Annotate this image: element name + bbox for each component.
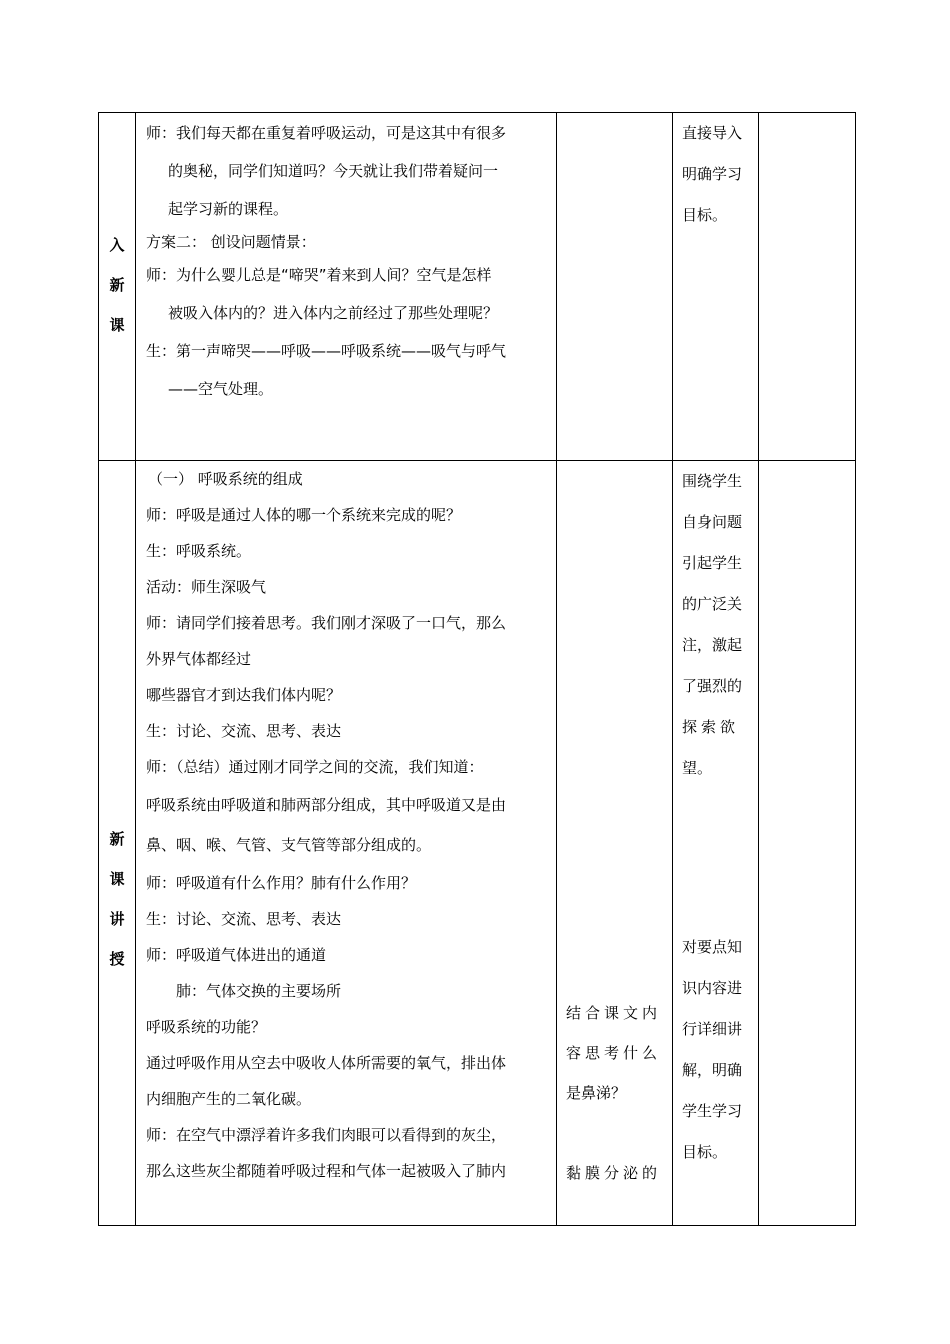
notes-cell — [759, 461, 856, 1226]
intent-line: 探索欲 — [682, 718, 740, 736]
content-line: 被吸入体内的？进入体内之前经过了那些处理呢？ — [168, 304, 499, 322]
stage-label-introduction — [99, 225, 135, 345]
content-line: 生：第一声啼哭——呼吸——呼吸系统——吸气与呼气 — [146, 342, 507, 360]
activity-line: 结合课文内 — [566, 1004, 662, 1022]
content-line: 呼吸系统由呼吸道和肺两部分组成，其中呼吸道又是由 — [146, 796, 507, 814]
stage-cell-introduction — [99, 113, 136, 461]
intent-line: 注，激起 — [682, 636, 743, 654]
intent-line: 学生学习 — [682, 1102, 743, 1120]
content-line: 师：为什么婴儿总是“啼哭”着来到人间？空气是怎样 — [146, 266, 492, 284]
content-line: 鼻、咽、喉、气管、支气管等部分组成的。 — [146, 836, 432, 854]
table-row-new-lesson — [99, 461, 856, 1226]
table-row-introduction — [99, 113, 856, 461]
content-line: 哪些器官才到达我们体内呢？ — [146, 686, 342, 704]
intent-line: 行详细讲 — [682, 1020, 743, 1038]
stage-char: 新 — [109, 276, 125, 294]
intent-line: 围绕学生 — [682, 472, 743, 490]
activity-line: 黏膜分泌的 — [566, 1164, 662, 1182]
stage-char: 授 — [109, 950, 125, 968]
intent-line: 自身问题 — [682, 513, 743, 531]
section-heading: （一） 呼吸系统的组成 — [148, 470, 303, 488]
stage-char: 新 — [109, 830, 125, 848]
activity-line: 是鼻涕？ — [566, 1084, 627, 1102]
content-line: 师：请同学们接着思考。我们刚才深吸了一口气，那么 — [146, 614, 507, 632]
activity-line: 容思考什么 — [566, 1044, 662, 1062]
teaching-content-cell — [136, 461, 557, 1226]
stage-char: 课 — [109, 870, 125, 888]
stage-label-new-lesson — [99, 819, 135, 979]
stage-char: 课 — [109, 316, 125, 334]
intent-line: 直接导入 — [682, 124, 743, 142]
design-intent-cell — [673, 113, 759, 461]
intent-line: 识内容进 — [682, 979, 743, 997]
content-line: 的奥秘，同学们知道吗？今天就让我们带着疑问一 — [168, 162, 499, 180]
intent-line: 望。 — [682, 759, 713, 777]
stage-char: 入 — [109, 236, 125, 254]
content-line: 生：呼吸系统。 — [146, 542, 252, 560]
intent-line: 解，明确 — [682, 1061, 743, 1079]
student-activity-cell — [557, 461, 673, 1226]
activity-line — [566, 1113, 666, 1153]
notes-cell — [759, 113, 856, 461]
stage-char: 讲 — [109, 910, 125, 928]
content-line: 师：呼吸道气体进出的通道 — [146, 946, 327, 964]
content-line: 外界气体都经过 — [146, 650, 252, 668]
content-line: 活动：师生深吸气 — [146, 578, 267, 596]
intent-line: 明确学习 — [682, 165, 743, 183]
content-line: 肺：气体交换的主要场所 — [176, 982, 342, 1000]
intent-line: 引起学生 — [682, 554, 743, 572]
design-intent-cell — [673, 461, 759, 1226]
intent-line: 的广泛关 — [682, 595, 743, 613]
content-line: 通过呼吸作用从空去中吸收人体所需要的氧气，排出体 — [146, 1054, 507, 1072]
content-line: 呼吸系统的功能？ — [146, 1018, 267, 1036]
lesson-plan-table — [98, 112, 856, 1226]
intent-line: 目标。 — [682, 1143, 728, 1161]
content-line: 内细胞产生的二氧化碳。 — [146, 1090, 312, 1108]
teaching-content-cell — [136, 113, 557, 461]
content-line: ——空气处理。 — [168, 380, 274, 398]
content-line: 师：呼吸是通过人体的哪一个系统来完成的呢？ — [146, 506, 462, 524]
content-line: 那么这些灰尘都随着呼吸过程和气体一起被吸入了肺内 — [146, 1162, 507, 1180]
content-line: 起学习新的课程。 — [168, 200, 289, 218]
content-line: 师：我们每天都在重复着呼吸运动，可是这其中有很多 — [146, 124, 507, 142]
intent-line: 了强烈的 — [682, 677, 743, 695]
intent-line: 目标。 — [682, 206, 728, 224]
stage-cell-new-lesson — [99, 461, 136, 1226]
content-line: 生：讨论、交流、思考、表达 — [146, 910, 342, 928]
content-line: 生：讨论、交流、思考、表达 — [146, 722, 342, 740]
student-activity-cell — [557, 113, 673, 461]
content-line: 师：（总结）通过刚才同学之间的交流，我们知道： — [146, 758, 484, 776]
content-line: 师：在空气中漂浮着许多我们肉眼可以看得到的灰尘， — [146, 1126, 507, 1144]
content-line: 方案二： 创设问题情景： — [146, 233, 316, 251]
intent-line: 对要点知 — [682, 938, 743, 956]
content-line: 师：呼吸道有什么作用？肺有什么作用？ — [146, 874, 417, 892]
